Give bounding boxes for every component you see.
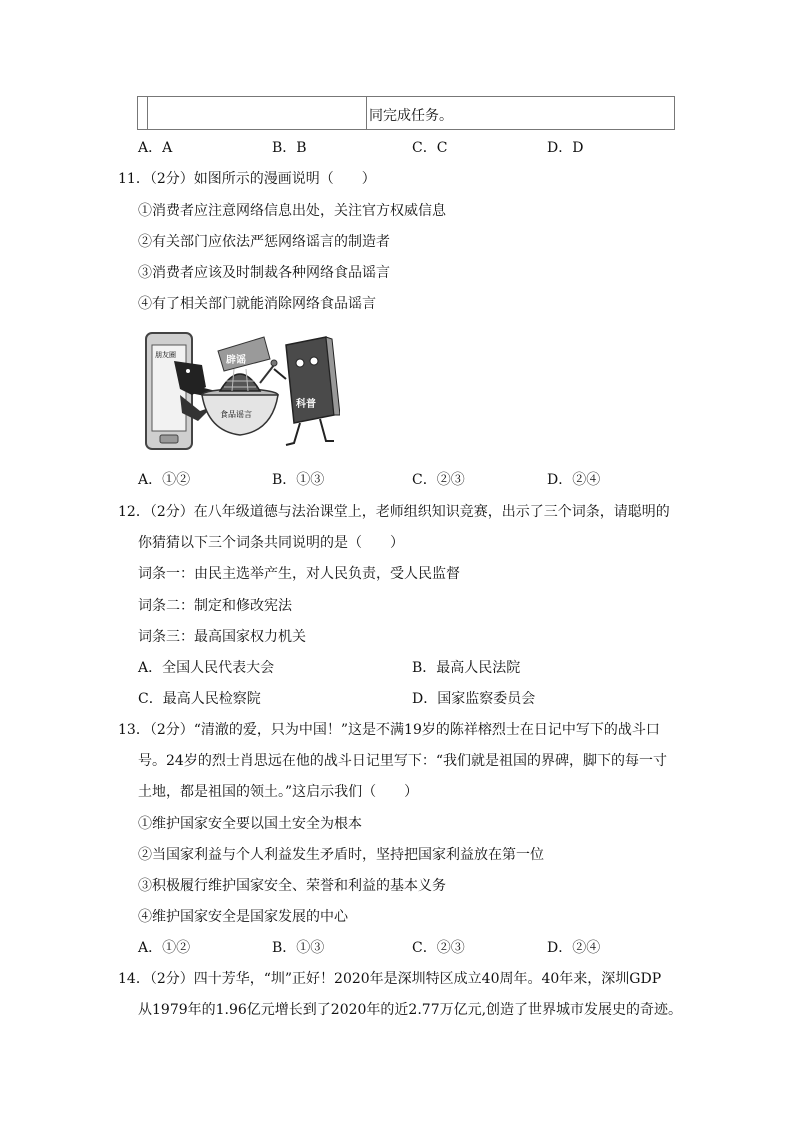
q12-option-a[interactable]: A．全国人民代表大会	[138, 660, 275, 676]
table-cell: 同完成任务。	[369, 108, 453, 124]
q11-stem: 11．（2分）如图所示的漫画说明（ ）	[118, 171, 376, 187]
q11-option-d[interactable]: D．②④	[547, 472, 601, 488]
q13-option-c[interactable]: C．②③	[412, 940, 465, 956]
q10-option-c[interactable]: C．C	[412, 140, 448, 156]
cartoon-image	[140, 325, 340, 455]
q13-option-b[interactable]: B．①③	[272, 940, 325, 956]
q13-statement: ④维护国家安全是国家发展的中心	[138, 909, 348, 925]
q11-statement: ③消费者应该及时制裁各种网络食品谣言	[138, 265, 390, 281]
book-character-icon	[274, 337, 340, 445]
sign-label: 辟谣	[226, 355, 246, 366]
q14-stem: 14．（2分）四十芳华，“圳”正好！2020年是深圳特区成立40周年。40年来，深圳GDP	[118, 971, 662, 987]
q13-stem: 土地，都是祖国的领土。”这启示我们（ ）	[138, 784, 419, 800]
q12-clue: 词条三：最高国家权力机关	[138, 629, 306, 645]
q12-option-b[interactable]: B．最高人民法院	[412, 660, 521, 676]
q10-option-a[interactable]: A．A	[138, 140, 173, 156]
q13-stem: 13．（2分）“清澈的爱，只为中国！”这是不满19岁的陈祥榕烈士在日记中写下的战斗口	[118, 722, 660, 738]
table-divider	[147, 97, 148, 129]
table-fragment	[137, 96, 675, 130]
q10-option-d[interactable]: D．D	[547, 140, 584, 156]
q11-statement: ②有关部门应依法严惩网络谣言的制造者	[138, 234, 390, 250]
q13-statement: ①维护国家安全要以国土安全为根本	[138, 816, 362, 832]
q12-clue: 词条一：由民主选举产生，对人民负责，受人民监督	[138, 566, 460, 582]
bowl-icon	[202, 369, 278, 435]
book-label: 科普	[296, 399, 316, 410]
q10-option-b[interactable]: B．B	[272, 140, 307, 156]
bowl-label: 食品谣言	[220, 410, 252, 419]
table-divider	[366, 97, 367, 129]
q11-option-a[interactable]: A．①②	[138, 472, 191, 488]
q11-option-c[interactable]: C．②③	[412, 472, 465, 488]
q13-statement: ②当国家利益与个人利益发生矛盾时，坚持把国家利益放在第一位	[138, 847, 544, 863]
q11-option-b[interactable]: B．①③	[272, 472, 325, 488]
q11-statement: ①消费者应注意网络信息出处，关注官方权威信息	[138, 203, 446, 219]
q12-stem: 你猜猜以下三个词条共同说明的是（ ）	[138, 535, 404, 551]
q12-clue: 词条二：制定和修改宪法	[138, 598, 292, 614]
q11-statement: ④有了相关部门就能消除网络食品谣言	[138, 296, 376, 312]
q12-option-d[interactable]: D．国家监察委员会	[412, 691, 536, 707]
q13-stem: 号。24岁的烈士肖思远在他的战斗日记里写下：“我们就是祖国的界碑，脚下的每一寸	[138, 753, 667, 769]
q14-stem: 从1979年的1.96亿元增长到了2020年的近2.77万亿元,创造了世界城市发展史的奇迹。	[138, 1002, 683, 1018]
q13-option-d[interactable]: D．②④	[547, 940, 601, 956]
pin-icon	[260, 365, 274, 383]
phone-label: 朋友圈	[155, 351, 176, 359]
q12-stem: 12．（2分）在八年级道德与法治课堂上，老师组织知识竞赛，出示了三个词条，请聪明的	[118, 504, 670, 520]
q13-statement: ③积极履行维护国家安全、荣誉和利益的基本义务	[138, 878, 446, 894]
q12-option-c[interactable]: C．最高人民检察院	[138, 691, 261, 707]
q13-option-a[interactable]: A．①②	[138, 940, 191, 956]
